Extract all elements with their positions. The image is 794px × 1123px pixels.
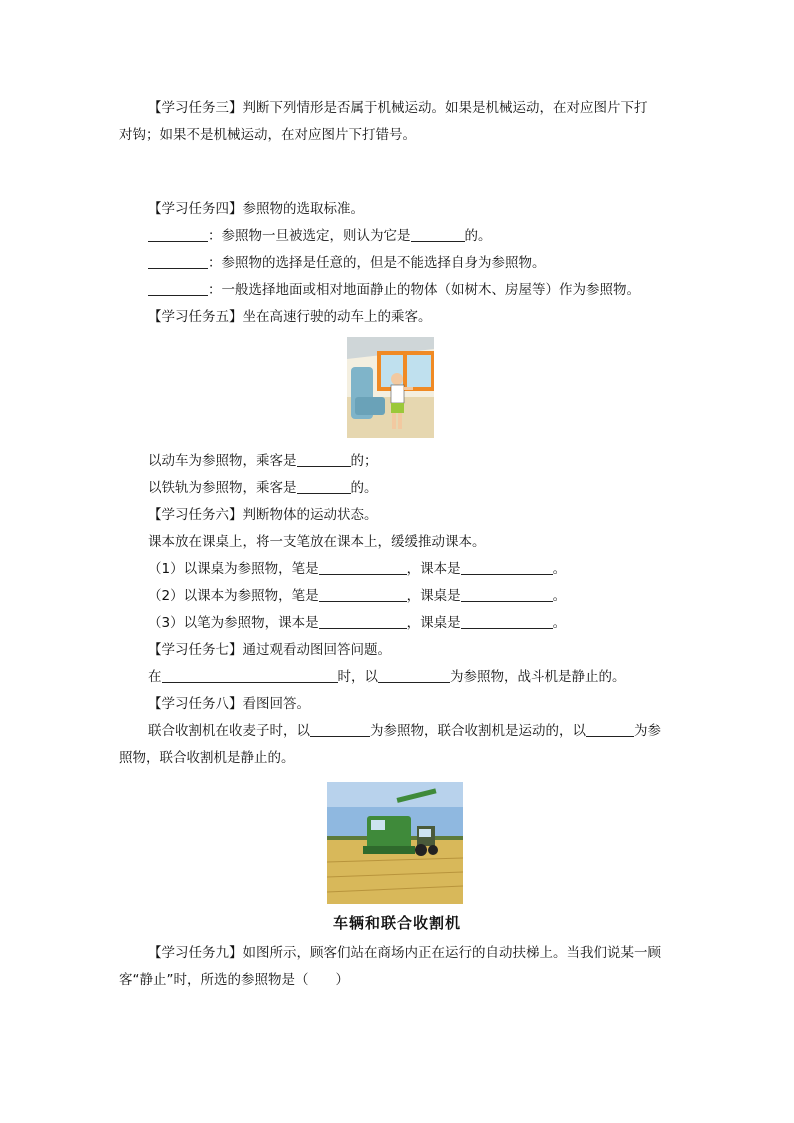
answer-blank[interactable] xyxy=(162,668,338,683)
task8-line1-end: 为参 xyxy=(634,723,661,739)
task6-q3-text: （3）以笔为参照物，课本是 xyxy=(148,615,319,631)
task6-q1-end: 。 xyxy=(552,561,567,577)
task5-row1 xyxy=(148,451,378,471)
task8-title: 【学习任务八】看图回答。 xyxy=(148,696,310,712)
task6-q3 xyxy=(148,613,566,633)
task8-line1-text: 联合收割机在收麦子时，以 xyxy=(148,723,310,739)
answer-blank[interactable] xyxy=(586,722,634,737)
task4-row1-end: 的。 xyxy=(464,228,492,244)
task6-q1-text: （1）以课桌为参照物，笔是 xyxy=(148,561,319,577)
task7-row-end: 为参照物，战斗机是静止的。 xyxy=(450,669,626,685)
answer-blank[interactable] xyxy=(148,281,208,296)
task3-line1: 【学习任务三】判断下列情形是否属于机械运动。如果是机械运动，在对应图片下打 xyxy=(148,100,648,116)
task9-line2: 客“静止”时，所选的参照物是（ ） xyxy=(119,972,349,988)
task6-q3-end: 。 xyxy=(552,615,567,631)
answer-blank[interactable] xyxy=(461,560,553,575)
task5-row1-end: 的； xyxy=(350,453,378,469)
answer-blank[interactable] xyxy=(297,452,351,467)
task5-row2-text: 以铁轨为参照物，乘客是 xyxy=(148,480,297,496)
task8-line1 xyxy=(148,721,661,741)
task4-row3-text: ：一般选择地面或相对地面静止的物体（如树木、房屋等）作为参照物。 xyxy=(208,282,640,298)
answer-blank[interactable] xyxy=(319,614,407,629)
answer-blank[interactable] xyxy=(319,560,407,575)
task4-row2 xyxy=(148,253,546,273)
task8-line1-mid: 为参照物，联合收割机是运动的，以 xyxy=(370,723,586,739)
answer-blank[interactable] xyxy=(310,722,370,737)
task6-q1 xyxy=(148,559,566,579)
task8-line2: 照物，联合收割机是静止的。 xyxy=(119,750,295,766)
task3-line2: 对钩；如果不是机械运动，在对应图片下打错号。 xyxy=(119,127,416,143)
task6-q3-mid: ，课桌是 xyxy=(406,615,461,631)
answer-blank[interactable] xyxy=(297,479,351,494)
task4-row1-text: ：参照物一旦被选定，则认为它是 xyxy=(208,228,411,244)
answer-blank[interactable] xyxy=(461,587,553,602)
task6-intro: 课本放在课桌上，将一支笔放在课本上，缓缓推动课本。 xyxy=(148,534,486,550)
task5-title: 【学习任务五】坐在高速行驶的动车上的乘客。 xyxy=(148,309,432,325)
task7-row-text: 在 xyxy=(148,669,162,685)
train-passenger-image xyxy=(347,337,434,438)
task6-q2-text: （2）以课本为参照物，笔是 xyxy=(148,588,319,604)
task7-row xyxy=(148,667,626,687)
task4-row1 xyxy=(148,226,492,246)
task5-row2-end: 的。 xyxy=(350,480,378,496)
answer-blank[interactable] xyxy=(411,227,465,242)
task4-row2-text: ：参照物的选择是任意的，但是不能选择自身为参照物。 xyxy=(208,255,546,271)
answer-blank[interactable] xyxy=(148,254,208,269)
task4-title: 【学习任务四】参照物的选取标准。 xyxy=(148,201,364,217)
task6-q2-mid: ，课桌是 xyxy=(406,588,461,604)
task7-title: 【学习任务七】通过观看动图回答问题。 xyxy=(148,642,391,658)
task5-row1-text: 以动车为参照物，乘客是 xyxy=(148,453,297,469)
task6-q2 xyxy=(148,586,566,606)
harvester-caption: 车辆和联合收割机 xyxy=(333,914,462,932)
task6-q2-end: 。 xyxy=(552,588,567,604)
task6-title: 【学习任务六】判断物体的运动状态。 xyxy=(148,507,378,523)
task4-row3 xyxy=(148,280,640,300)
task6-q1-mid: ，课本是 xyxy=(406,561,461,577)
task9-line1: 【学习任务九】如图所示，顾客们站在商场内正在运行的自动扶梯上。当我们说某一顾 xyxy=(148,945,661,961)
answer-blank[interactable] xyxy=(461,614,553,629)
answer-blank[interactable] xyxy=(319,587,407,602)
answer-blank[interactable] xyxy=(378,668,450,683)
harvester-image xyxy=(327,782,463,904)
answer-blank[interactable] xyxy=(148,227,208,242)
task5-row2 xyxy=(148,478,378,498)
task7-row-mid: 时，以 xyxy=(337,669,378,685)
